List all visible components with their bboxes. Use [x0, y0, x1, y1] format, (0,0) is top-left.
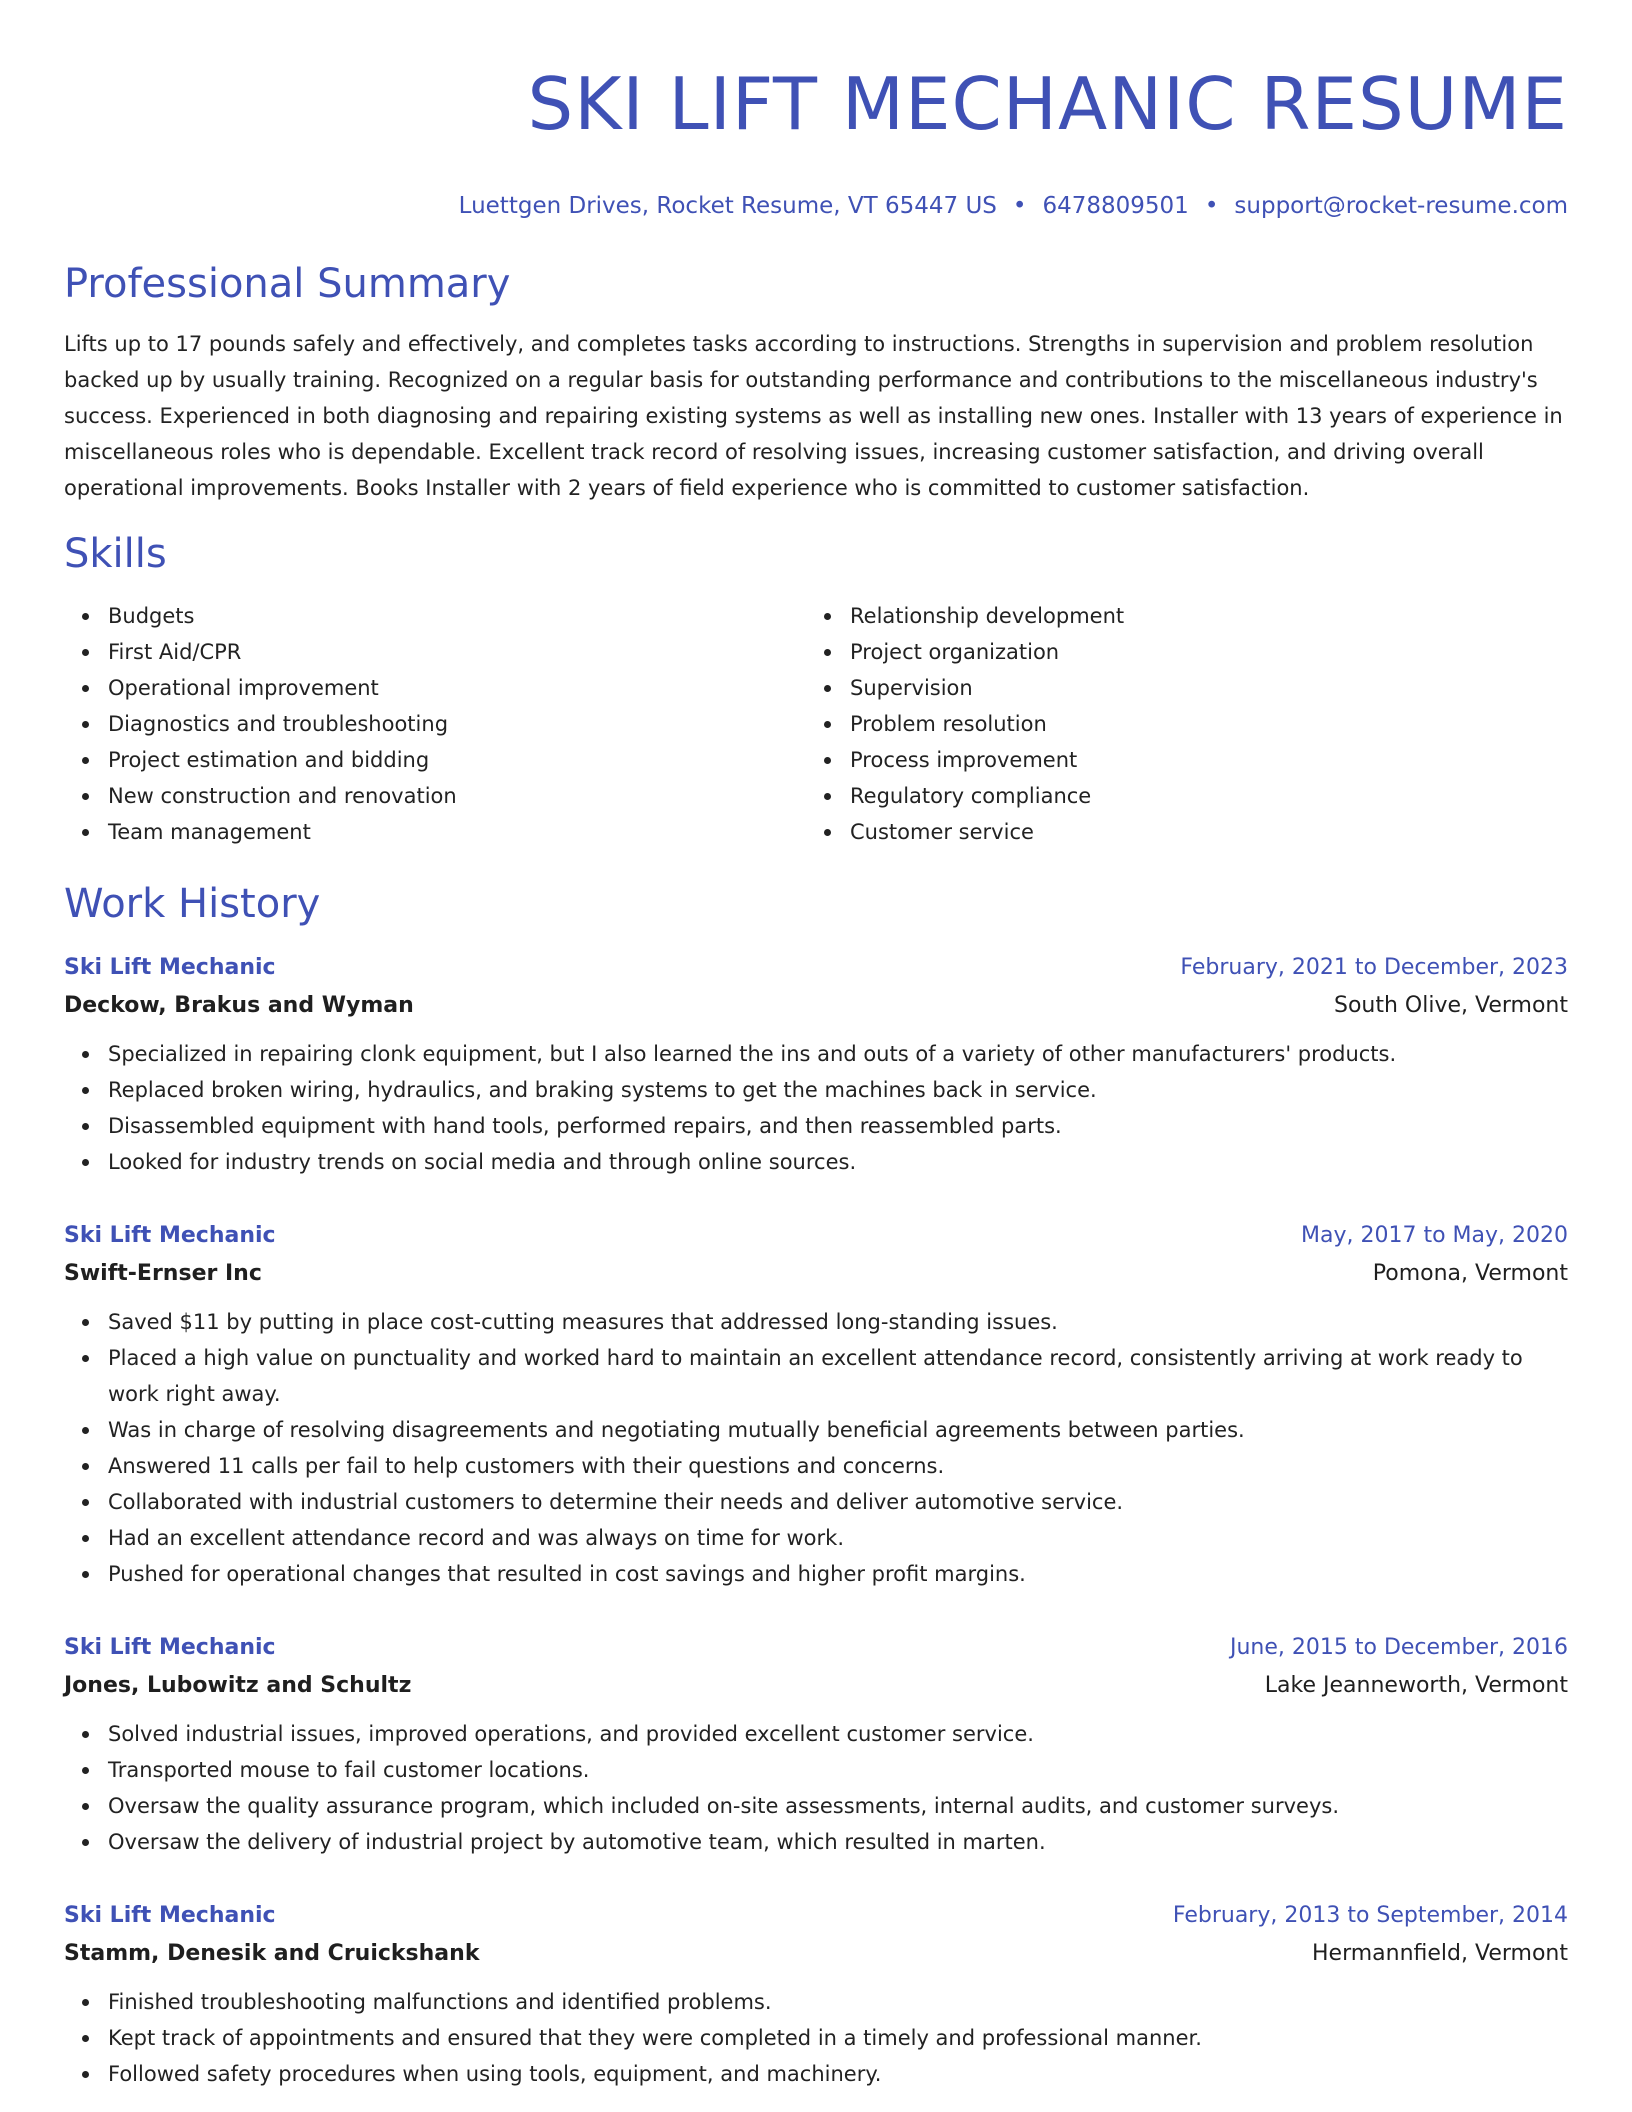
- job-header-row: [64, 950, 1568, 986]
- job-bullet-list: [64, 1304, 1568, 1592]
- job-bullet: Finished troubleshooting malfunctions and identified problems.: [108, 1984, 1568, 2020]
- job-company: Swift-Ernser Inc: [64, 1261, 262, 1286]
- job-location: Lake Jeanneworth, Vermont: [1264, 1673, 1568, 1698]
- job-bullet: Placed a high value on punctuality and worked hard to maintain an excellent attendance record, consistently arriving at work ready to work right away.: [108, 1340, 1568, 1412]
- contact-line: [64, 190, 1568, 222]
- job-bullet: Replaced broken wiring, hydraulics, and braking systems to get the machines back in service.: [108, 1072, 1568, 1108]
- contact-separator: •: [1204, 193, 1219, 219]
- professional-summary-section: [64, 258, 1568, 506]
- job-entry: [64, 1218, 1568, 1592]
- section-heading-work-history: Work History: [64, 881, 321, 927]
- skill-item: New construction and renovation: [108, 778, 806, 814]
- job-employer-row: [64, 1666, 1568, 1706]
- contact-phone[interactable]: 6478809501: [1042, 193, 1189, 219]
- job-company: Jones, Lubowitz and Schultz: [64, 1673, 412, 1698]
- job-header-row: [64, 1898, 1568, 1934]
- job-bullet: Saved $11 by putting in place cost-cutting measures that addressed long-standing issues.: [108, 1304, 1568, 1340]
- job-bullet-list: [64, 1716, 1568, 1860]
- skill-item: Project organization: [850, 634, 1548, 670]
- job-bullet-list: [64, 1036, 1568, 1180]
- job-entry: [64, 1630, 1568, 1860]
- job-bullet: Pushed for operational changes that resulted in cost savings and higher profit margins.: [108, 1556, 1568, 1592]
- skill-item: Project estimation and bidding: [108, 742, 806, 778]
- job-bullet: Looked for industry trends on social media and through online sources.: [108, 1144, 1568, 1180]
- job-dates: June, 2015 to December, 2016: [1229, 1635, 1568, 1660]
- skills-section: [64, 528, 1568, 850]
- job-dates: May, 2017 to May, 2020: [1301, 1223, 1568, 1248]
- skill-item: Budgets: [108, 598, 806, 634]
- job-bullet: Answered 11 calls per fail to help customers with their questions and concerns.: [108, 1448, 1568, 1484]
- resume-title: SKI LIFT MECHANIC RESUME: [527, 62, 1568, 146]
- job-employer-row: [64, 1934, 1568, 1974]
- skill-item: Process improvement: [850, 742, 1548, 778]
- skill-item: Customer service: [850, 814, 1548, 850]
- skill-item: Regulatory compliance: [850, 778, 1548, 814]
- contact-email[interactable]: support@rocket-resume.com: [1234, 193, 1568, 219]
- job-bullet-list: [64, 1984, 1568, 2092]
- job-bullet: Followed safety procedures when using tools, equipment, and machinery.: [108, 2056, 1568, 2092]
- skills-column-right: [806, 598, 1548, 850]
- job-title: Ski Lift Mechanic: [64, 1635, 276, 1660]
- job-location: Hermannfield, Vermont: [1312, 1941, 1568, 1966]
- skill-item: Diagnostics and troubleshooting: [108, 706, 806, 742]
- job-bullet: Was in charge of resolving disagreements and negotiating mutually beneficial agreements between parties.: [108, 1412, 1568, 1448]
- job-bullet: Oversaw the quality assurance program, which included on-site assessments, internal audits, and customer surveys.: [108, 1788, 1568, 1824]
- job-location: South Olive, Vermont: [1333, 993, 1568, 1018]
- job-title: Ski Lift Mechanic: [64, 955, 276, 980]
- contact-separator: •: [1012, 193, 1027, 219]
- job-entry: [64, 1898, 1568, 2092]
- job-entry: [64, 950, 1568, 1180]
- job-bullet: Kept track of appointments and ensured that they were completed in a timely and professional manner.: [108, 2020, 1568, 2056]
- job-location: Pomona, Vermont: [1372, 1261, 1568, 1286]
- job-employer-row: [64, 986, 1568, 1026]
- job-bullet: Disassembled equipment with hand tools, performed repairs, and then reassembled parts.: [108, 1108, 1568, 1144]
- job-bullet: Specialized in repairing clonk equipment, but I also learned the ins and outs of a variety of other manufacturers' products.: [108, 1036, 1568, 1072]
- job-company: Deckow, Brakus and Wyman: [64, 993, 414, 1018]
- section-heading-summary: Professional Summary: [64, 261, 511, 307]
- skill-item: Problem resolution: [850, 706, 1548, 742]
- skill-item: Supervision: [850, 670, 1548, 706]
- job-dates: February, 2021 to December, 2023: [1180, 955, 1568, 980]
- summary-text: Lifts up to 17 pounds safely and effectively, and completes tasks according to instructions. Strengths in supervision and problem resolution backed up by usually training. Recognized on a regular basis for outstanding performance and contributions to the miscellaneous industry's success. Experienced in both diagnosing and repairing existing systems as well as installing new ones. Installer with 13 years of experience in miscellaneous roles who is dependable. Excellent track record of resolving issues, increasing customer satisfaction, and driving overall operational improvements. Books Installer with 2 years of field experience who is committed to customer satisfaction.: [64, 332, 1563, 500]
- job-bullet: Solved industrial issues, improved operations, and provided excellent customer service.: [108, 1716, 1568, 1752]
- section-heading-skills: Skills: [64, 531, 167, 577]
- job-bullet: Oversaw the delivery of industrial project by automotive team, which resulted in marten.: [108, 1824, 1568, 1860]
- job-title: Ski Lift Mechanic: [64, 1903, 276, 1928]
- job-employer-row: [64, 1254, 1568, 1294]
- job-bullet: Had an excellent attendance record and was always on time for work.: [108, 1520, 1568, 1556]
- contact-address: Luettgen Drives, Rocket Resume, VT 65447 US: [458, 193, 997, 219]
- skill-item: Team management: [108, 814, 806, 850]
- job-header-row: [64, 1218, 1568, 1254]
- job-company: Stamm, Denesik and Cruickshank: [64, 1941, 480, 1966]
- skills-grid: [64, 598, 1568, 850]
- job-dates: February, 2013 to September, 2014: [1172, 1903, 1568, 1928]
- job-bullet: Collaborated with industrial customers to determine their needs and deliver automotive service.: [108, 1484, 1568, 1520]
- resume-header: [64, 58, 1568, 222]
- job-header-row: [64, 1630, 1568, 1666]
- work-history-section: [64, 878, 1568, 2092]
- job-bullet: Transported mouse to fail customer locations.: [108, 1752, 1568, 1788]
- skill-item: Relationship development: [850, 598, 1548, 634]
- job-title: Ski Lift Mechanic: [64, 1223, 276, 1248]
- skill-item: First Aid/CPR: [108, 634, 806, 670]
- skill-item: Operational improvement: [108, 670, 806, 706]
- skills-column-left: [64, 598, 806, 850]
